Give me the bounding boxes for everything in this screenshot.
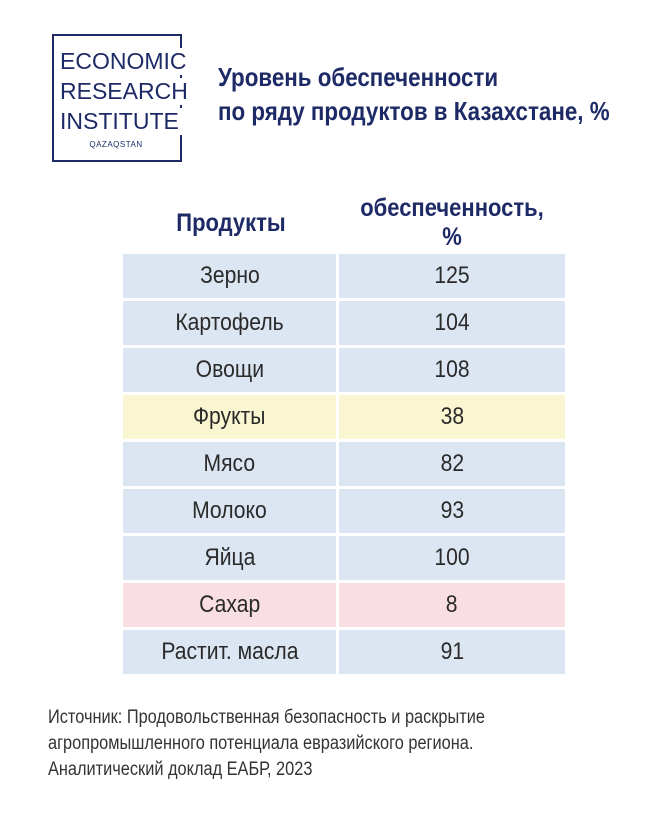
cell-product	[123, 301, 339, 345]
cell-value	[339, 583, 565, 627]
title-line-1: Уровень обеспеченности	[218, 62, 499, 92]
cell-product	[123, 583, 339, 627]
product-label: Овощи	[195, 356, 264, 383]
table-row	[123, 254, 565, 298]
logo	[52, 34, 188, 162]
table-row	[123, 583, 565, 627]
cell-product	[123, 489, 339, 533]
value-label: 104	[434, 309, 470, 336]
product-label: Яйца	[204, 544, 255, 571]
title-line-2: по ряду продуктов в Казахстане, %	[218, 96, 610, 126]
table-row	[123, 442, 565, 486]
page-title	[218, 60, 610, 128]
value-label: 125	[434, 262, 470, 289]
product-label: Растит. масла	[160, 638, 299, 665]
product-label: Сахар	[198, 591, 261, 618]
product-label: Мясо	[203, 450, 256, 477]
table-row	[123, 536, 565, 580]
logo-line-2: RESEARCH	[60, 78, 204, 105]
cell-product	[123, 348, 339, 392]
cell-product	[123, 395, 339, 439]
cell-value	[339, 630, 565, 674]
source-line-2: агропромышленного потенциала евразийского региона.	[48, 733, 474, 754]
table-row	[123, 301, 565, 345]
value-label: 91	[440, 638, 464, 665]
table-body	[123, 254, 565, 674]
cell-value	[339, 348, 565, 392]
product-label: Зерно	[199, 262, 260, 289]
logo-subtitle: QAZAQSTAN	[89, 140, 143, 149]
table-row	[123, 630, 565, 674]
cell-value	[339, 254, 565, 298]
product-label: Молоко	[192, 497, 267, 524]
source-note	[48, 705, 638, 783]
cell-product	[123, 442, 339, 486]
logo-line-3: INSTITUTE	[60, 108, 204, 135]
value-label: 108	[434, 356, 470, 383]
cell-product	[123, 254, 339, 298]
supply-table	[123, 192, 565, 677]
product-label: Фрукты	[193, 403, 266, 430]
cell-product	[123, 536, 339, 580]
cell-value	[339, 536, 565, 580]
value-label: 93	[440, 497, 464, 524]
table-row	[123, 348, 565, 392]
header-supply-percent: обеспеченность, %	[360, 194, 544, 251]
value-label: 8	[446, 591, 458, 618]
source-line-3: Аналитический доклад ЕАБР, 2023	[48, 759, 313, 780]
table-header	[123, 192, 565, 254]
table-row	[123, 489, 565, 533]
value-label: 38	[440, 403, 464, 430]
source-line-1: Источник: Продовольственная безопасность и раскрытие	[48, 707, 485, 728]
cell-value	[339, 489, 565, 533]
product-label: Картофель	[175, 309, 284, 336]
table-row	[123, 395, 565, 439]
header-products: Продукты	[176, 208, 286, 237]
cell-value	[339, 301, 565, 345]
value-label: 100	[434, 544, 470, 571]
value-label: 82	[440, 450, 464, 477]
cell-value	[339, 395, 565, 439]
cell-value	[339, 442, 565, 486]
cell-product	[123, 630, 339, 674]
logo-line-1: ECONOMIC	[60, 48, 204, 75]
